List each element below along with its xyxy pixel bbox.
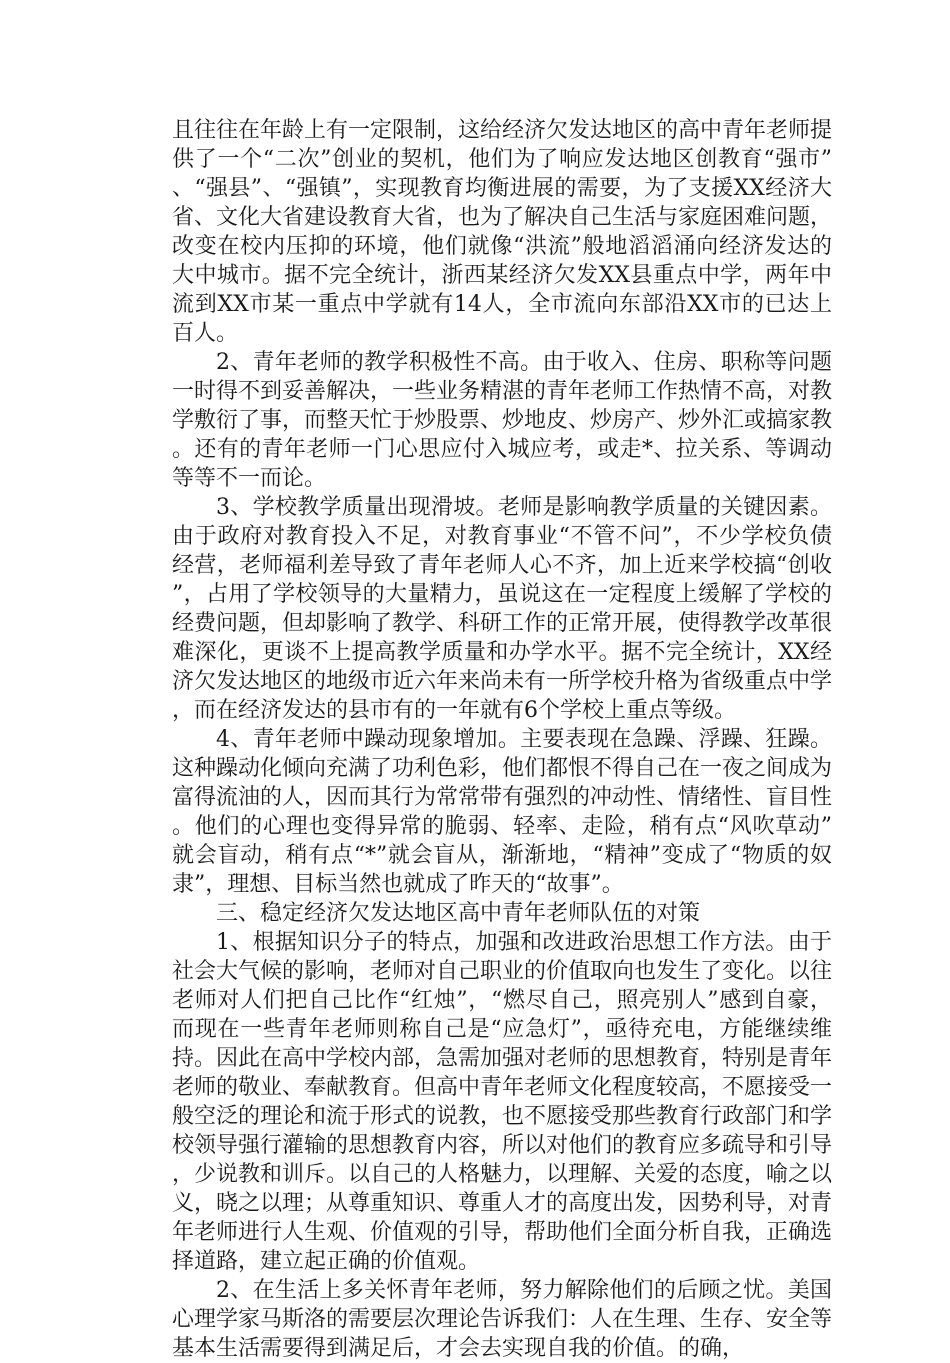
paragraph-point-3: 3、学校教学质量出现滑坡。老师是影响教学质量的关键因素。由于政府对教育投入不足，对教育事业“不管不问”，不少学校负债经营，老师福利差导致了青年老师人心不齐，加上近来学校搞“创收”，占用了学校领导的大量精力，虽说这在一定程度上缓解了学校的经费问题，但却影响了教学、科研工作的正常开展，使得教学改革很难深化，更谈不上提高教学质量和办学水平。据不完全统计，XX经济欠发达地区的地级市近六年来尚未有一所学校升格为省级重点中学，而在经济发达的县市有的一年就有6个学校上重点等级。	[172, 495, 833, 723]
paragraph-point-4: 4、青年老师中躁动现象增加。主要表现在急躁、浮躁、狂躁。这种躁动化倾向充满了功利色彩，他们都恨不得自己在一夜之间成为富得流油的人，因而其行为常常带有强烈的冲动性、情绪性、盲目性。他们的心理也变得异常的脆弱、轻率、走险，稍有点“风吹草动”就会盲动，稍有点“*”就会盲从，渐渐地，“精神”变成了“物质的奴隶”，理想、目标当然也就成了昨天的“故事”。	[172, 727, 833, 897]
paragraph-continuation: 且往往在年龄上有一定限制，这给经济欠发达地区的高中青年老师提供了一个“二次”创业的契机，他们为了响应发达地区创教育“强市”、“强县”、“强镇”，实现教育均衡进展的需要，为了支援XX经济大省、文化大省建设教育大省，也为了解决自己生活与家庭困难问题，改变在校内压抑的环境，他们就像“洪流”般地滔滔涌向经济发达的大中城市。据不完全统计，浙西某经济欠发XX县重点中学，两年中流到XX市某一重点中学就有14人，全市流向东部沿XX市的已达上百人。	[172, 118, 833, 346]
section-heading-3: 三、稳定经济欠发达地区高中青年老师队伍的对策	[216, 901, 701, 926]
document-body	[172, 116, 832, 1363]
paragraph-countermeasure-2: 2、在生活上多关怀青年老师，努力解除他们的后顾之忧。美国心理学家马斯洛的需要层次理论告诉我们：人在生理、生存、安全等基本生活需要得到满足后，才会去实现自我的价值。的确，	[172, 1278, 833, 1361]
paragraph-countermeasure-1: 1、根据知识分子的特点，加强和改进政治思想工作方法。由于社会大气候的影响，老师对自己职业的价值取向也发生了变化。以往老师对人们把自己比作“红烛”，“燃尽自己，照亮别人”感到自豪，而现在一些青年老师则称自己是“应急灯”，亟待充电，方能继续维持。因此在高中学校内部，急需加强对老师的思想教育，特别是青年老师的敬业、奉献教育。但高中青年老师文化程度较高，不愿接受一般空泛的理论和流于形式的说教，也不愿接受那些教育行政部门和学校领导强行灌输的思想教育内容，所以对他们的教育应多疏导和引导，少说教和训斥。以自己的人格魅力，以理解、关爱的态度，喻之以义，晓之以理；从尊重知识、尊重人才的高度出发，因势利导，对青年老师进行人生观、价值观的引导，帮助他们全面分析自我，正确选择道路，建立起正确的价值观。	[172, 930, 833, 1274]
paragraph-point-2: 2、青年老师的教学积极性不高。由于收入、住房、职称等问题一时得不到妥善解决，一些业务精湛的青年老师工作热情不高，对教学敷衍了事，而整天忙于炒股票、炒地皮、炒房产、炒外汇或搞家教。还有的青年老师一门心思应付入城应考，或走*、拉关系、等调动等等不一而论。	[172, 350, 833, 491]
